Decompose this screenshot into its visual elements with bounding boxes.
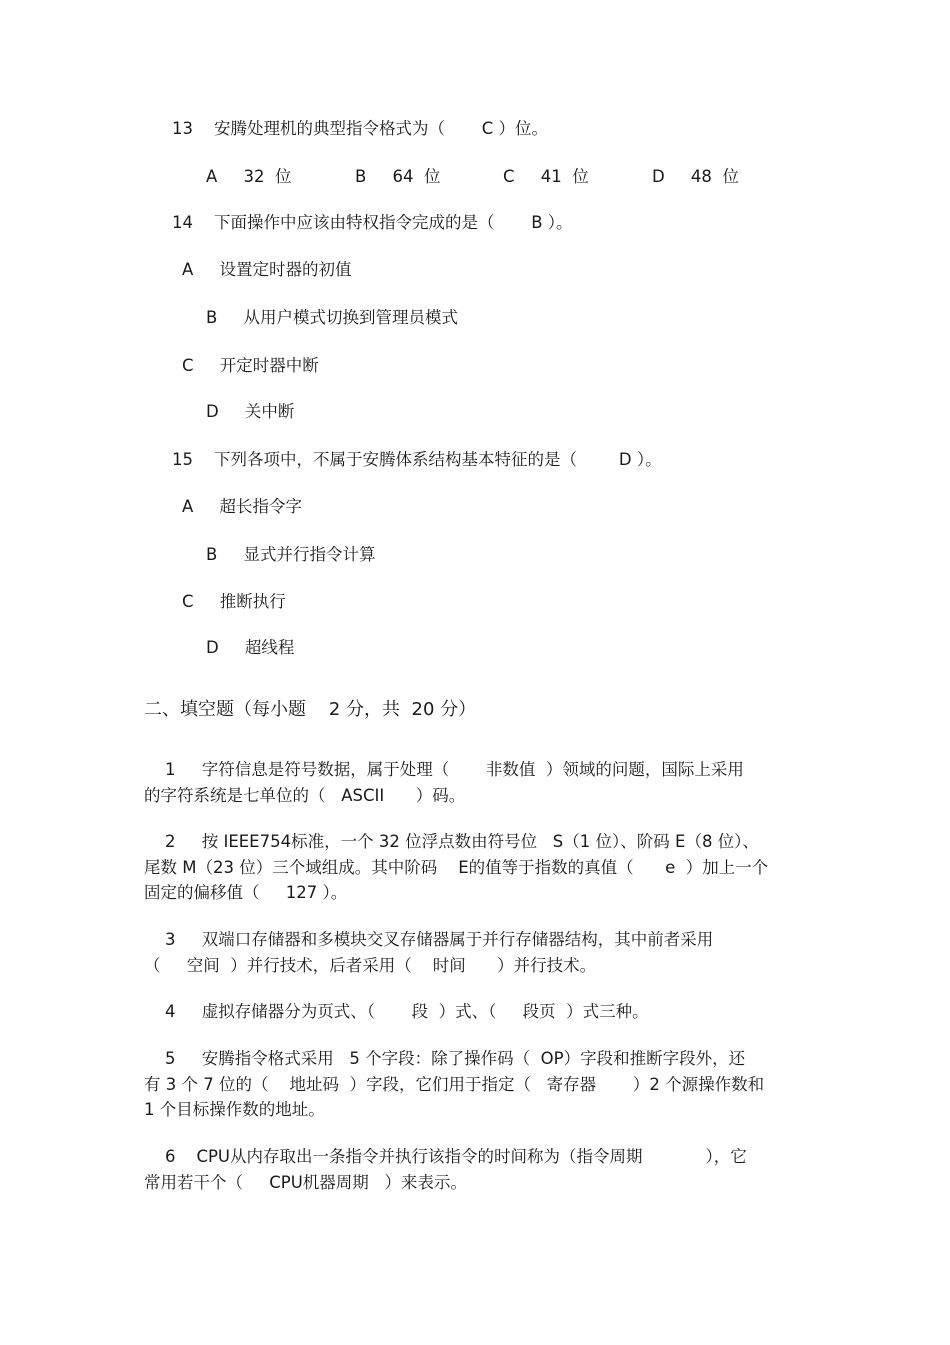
fill-question-2-line: 固定的偏移值（ 127 ）。 [144, 883, 348, 902]
fill-question-5 [144, 1046, 814, 1123]
question-13-option-a: A 32 位 [206, 167, 292, 186]
fill-question-2-line: 尾数 M（23 位）三个域组成。其中阶码 E的值等于指数的真值（ e ）加上一个 [144, 857, 769, 877]
question-14-option-d: D 关中断 [206, 402, 295, 421]
question-15-stem: 15 下列各项中，不属于安腾体系结构基本特征的是（ D ）。 [172, 450, 662, 469]
question-13-stem: 13 安腾处理机的典型指令格式为（ C ）位。 [172, 119, 548, 138]
question-14-option-c: C 开定时器中断 [182, 356, 319, 375]
fill-question-3-line: 3 双端口存储器和多模块交叉存储器属于并行存储器结构，其中前者采用 [144, 930, 714, 949]
fill-question-1 [144, 757, 814, 808]
fill-question-5-line: 1 个目标操作数的地址。 [144, 1100, 325, 1119]
fill-question-6-line: 6 CPU从内存取出一条指令并执行该指令的时间称为（指令周期 ），它 [144, 1147, 747, 1166]
fill-question-6 [144, 1144, 814, 1195]
section-2-title: 二、填空题（每小题 2 分，共 20 分） [144, 699, 477, 720]
fill-question-1-line: 1 字符信息是符号数据，属于处理（ 非数值 ）领域的问题，国际上采用 [144, 760, 744, 779]
fill-question-3-line: （ 空间 ）并行技术，后者采用（ 时间 ）并行技术。 [144, 955, 597, 975]
fill-question-4 [144, 999, 814, 1025]
question-13-option-d: D 48 位 [652, 167, 739, 186]
question-15-option-c: C 推断执行 [182, 592, 286, 611]
question-13-option-b: B 64 位 [355, 167, 441, 186]
fill-question-2 [144, 829, 814, 906]
question-15-option-a: A 超长指令字 [182, 497, 303, 516]
fill-question-1-line: 的字符系统是七单位的（ ASCII ）码。 [144, 785, 466, 805]
question-15-option-b: B 显式并行指令计算 [206, 545, 376, 564]
question-14-option-b: B 从用户模式切换到管理员模式 [206, 308, 459, 327]
fill-question-4-line: 4 虚拟存储器分为页式、（ 段 ）式、（ 段页 ）式三种。 [144, 1002, 649, 1021]
question-14-stem: 14 下面操作中应该由特权指令完成的是（ B ）。 [172, 213, 573, 232]
fill-question-5-line: 5 安腾指令格式采用 5 个字段：除了操作码（ OP）字段和推断字段外，还 [144, 1049, 746, 1068]
fill-question-2-line: 2 按 IEEE754标准，一个 32 位浮点数由符号位 S（1 位）、阶码 E（8 位）、 [144, 832, 759, 851]
question-15-option-d: D 超线程 [206, 638, 295, 657]
question-14-option-a: A 设置定时器的初值 [182, 260, 352, 279]
fill-question-6-line: 常用若干个（ CPU机器周期 ）来表示。 [144, 1172, 468, 1192]
question-13-option-c: C 41 位 [503, 167, 589, 186]
fill-question-3 [144, 927, 814, 978]
fill-question-5-line: 有 3 个 7 位的（ 地址码 ）字段，它们用于指定（ 寄存器 ）2 个源操作数和 [144, 1074, 765, 1094]
